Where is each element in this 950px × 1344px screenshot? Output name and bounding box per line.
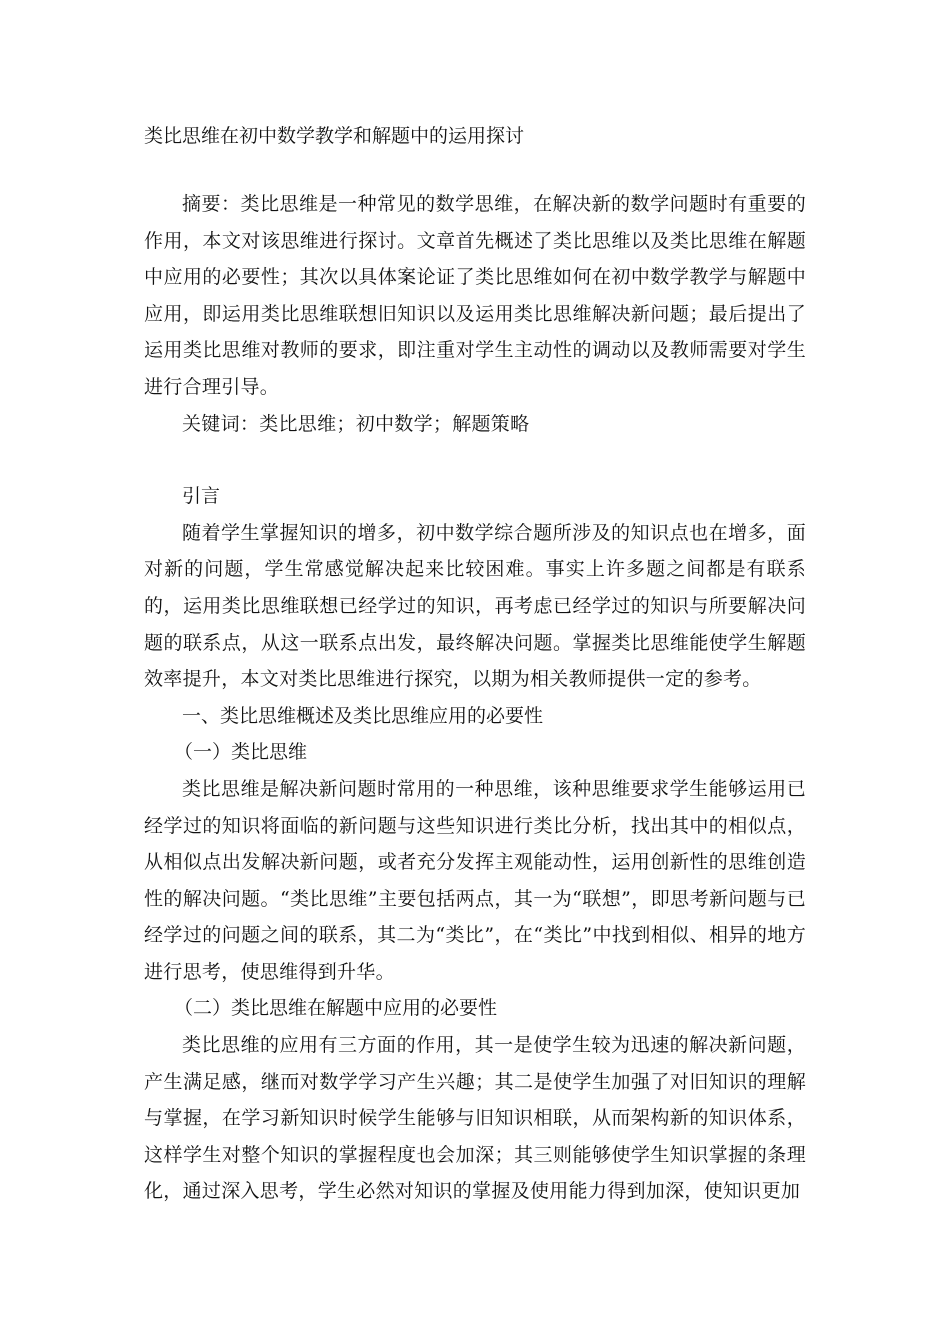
subsection-2-heading: （二）类比思维在解题中应用的必要性 <box>174 997 498 1020</box>
intro-heading: 引言 <box>182 485 221 508</box>
document-title: 类比思维在初中数学教学和解题中的运用探讨 <box>144 125 525 147</box>
subsection-1-paragraph: 类比思维是解决新问题时常用的一种思维，该种思维要求学生能够运用已经学过的知识将面临的新问题与这些知识进行类比分析，找出其中的相似点，从相似点出发解决新问题，或者充分发挥主观能动性，运用创新性的思维创造性的解决问题。“类比思维”主要包括两点，其一为“联想”，即思考新问题与已经学过的问题之间的联系，其二为“类比”，在“类比”中找到相似、相异的地方进行思考，使思维得到升华。 <box>144 777 806 983</box>
intro-paragraph: 随着学生掌握知识的增多，初中数学综合题所涉及的知识点也在增多，面对新的问题，学生常感觉解决起来比较困难。事实上许多题之间都是有联系的，运用类比思维联想已经学过的知识，再考虑已经学过的知识与所要解决问题的联系点，从这一联系点出发，最终解决问题。掌握类比思维能使学生解题效率提升，本文对类比思维进行探究，以期为相关教师提供一定的参考。 <box>144 521 806 691</box>
section-1-heading: 一、类比思维概述及类比思维应用的必要性 <box>182 704 544 727</box>
abstract-paragraph: 摘要：类比思维是一种常见的数学思维，在解决新的数学问题时有重要的作用，本文对该思维进行探讨。文章首先概述了类比思维以及类比思维在解题中应用的必要性；其次以具体案论证了类比思维如何在初中数学教学与解题中应用，即运用类比思维联想旧知识以及运用类比思维解决新问题；最后提出了运用类比思维对教师的要求，即注重对学生主动性的调动以及教师需要对学生进行合理引导。 <box>144 193 806 398</box>
keywords-paragraph: 关键词：类比思维；初中数学；解题策略 <box>182 412 530 435</box>
subsection-1-heading: （一）类比思维 <box>174 741 308 764</box>
subsection-2-paragraph: 类比思维的应用有三方面的作用，其一是使学生较为迅速的解决新问题，产生满足感，继而对数学学习产生兴趣；其二是使学生加强了对旧知识的理解与掌握，在学习新知识时候学生能够与旧知识相联，从而架构新的知识体系，这样学生对整个知识的掌握程度也会加深；其三则能够使学生知识掌握的条理化，通过深入思考，学生必然对知识的掌握及使用能力得到加深，使知识更加 <box>144 1034 806 1203</box>
document-page <box>144 118 806 1210</box>
blank-line <box>144 442 806 478</box>
